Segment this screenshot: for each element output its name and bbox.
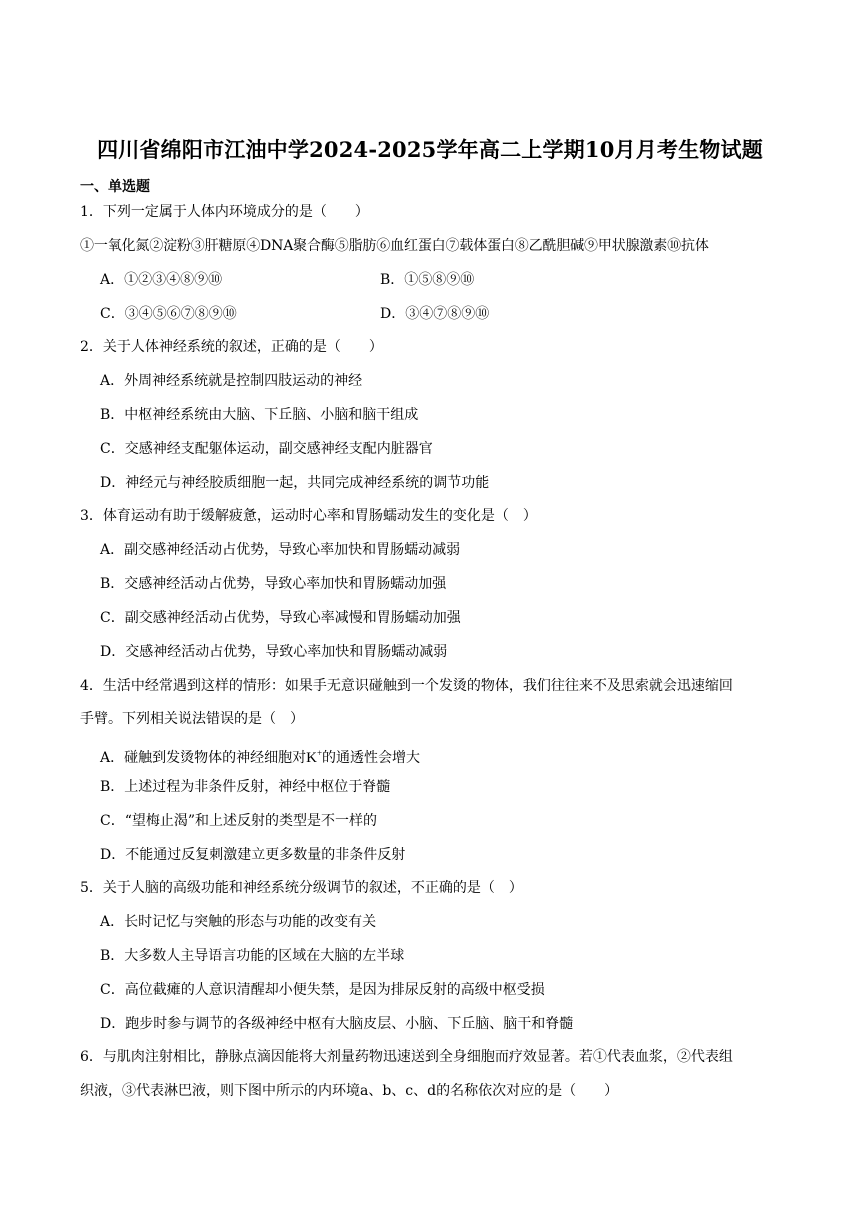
ion-charge: + bbox=[316, 748, 323, 758]
question-4-stem-line-1: 4．生活中经常遇到这样的情形：如果手无意识碰触到一个发烫的物体，我们往往来不及思索就会迅速缩回 bbox=[80, 678, 733, 694]
question-1-stem: 1．下列一定属于人体内环境成分的是（ ） bbox=[80, 204, 369, 220]
question-1-list: ①一氧化氮②淀粉③肝糖原④DNA聚合酶⑤脂肪⑥血红蛋白⑦载体蛋白⑧乙酰胆碱⑨甲状腺激素⑩抗体 bbox=[80, 238, 709, 254]
question-1-option-b: B．①⑤⑧⑨⑩ bbox=[380, 272, 475, 288]
question-5-stem: 5．关于人脑的高级功能和神经系统分级调节的叙述，不正确的是（ ） bbox=[80, 880, 523, 896]
question-4-option-a bbox=[100, 743, 420, 768]
question-2-option-b: B．中枢神经系统由大脑、下丘脑、小脑和脑干组成 bbox=[100, 407, 419, 423]
question-4-option-b: B．上述过程为非条件反射，神经中枢位于脊髓 bbox=[100, 779, 391, 795]
question-6-stem-line-2: 织液，③代表淋巴液，则下图中所示的内环境a、b、c、d的名称依次对应的是（ ） bbox=[80, 1083, 619, 1099]
question-4-option-d: D．不能通过反复刺激建立更多数量的非条件反射 bbox=[100, 847, 406, 863]
question-1-option-d: D．③④⑦⑧⑨⑩ bbox=[380, 306, 490, 322]
question-4-stem-line-2: 手臂。下列相关说法错误的是（ ） bbox=[80, 711, 304, 727]
question-3-option-d: D．交感神经活动占优势，导致心率加快和胃肠蠕动减弱 bbox=[100, 644, 448, 660]
question-5-option-a: A．长时记忆与突触的形态与功能的改变有关 bbox=[100, 914, 377, 930]
question-5-option-c: C．高位截瘫的人意识清醒却小便失禁，是因为排尿反射的高级中枢受损 bbox=[100, 982, 545, 998]
question-1-option-c: C．③④⑤⑥⑦⑧⑨⑩ bbox=[100, 306, 237, 322]
page-title: 四川省绵阳市江油中学2024-2025学年高二上学期10月月考生物试题 bbox=[97, 137, 763, 162]
question-4-option-a-text-start: A．碰触到发烫物体的神经细胞对 bbox=[100, 750, 307, 766]
question-4-option-c: C．“望梅止渴”和上述反射的类型是不一样的 bbox=[100, 813, 378, 829]
question-2-stem: 2．关于人体神经系统的叙述，正确的是（ ） bbox=[80, 339, 383, 355]
question-6-stem-line-1: 6．与肌肉注射相比，静脉点滴因能将大剂量药物迅速送到全身细胞而疗效显著。若①代表血浆，②代表组 bbox=[80, 1049, 733, 1065]
question-5-option-b: B．大多数人主导语言功能的区域在大脑的左半球 bbox=[100, 948, 405, 964]
question-3-stem: 3．体育运动有助于缓解疲惫，运动时心率和胃肠蠕动发生的变化是（ ） bbox=[80, 508, 537, 524]
potassium-ion-symbol: K+ bbox=[306, 748, 323, 766]
question-3-option-b: B．交感神经活动占优势，导致心率加快和胃肠蠕动加强 bbox=[100, 576, 447, 592]
question-3-option-c: C．副交感神经活动占优势，导致心率减慢和胃肠蠕动加强 bbox=[100, 610, 461, 626]
question-5-option-d: D．跑步时参与调节的各级神经中枢有大脑皮层、小脑、下丘脑、脑干和脊髓 bbox=[100, 1016, 574, 1032]
question-2-option-d: D．神经元与神经胶质细胞一起，共同完成神经系统的调节功能 bbox=[100, 475, 490, 491]
question-1-option-a: A．①②③④⑧⑨⑩ bbox=[100, 272, 223, 288]
section-heading: 一、单选题 bbox=[80, 179, 150, 195]
question-3-option-a: A．副交感神经活动占优势，导致心率加快和胃肠蠕动减弱 bbox=[100, 542, 461, 558]
question-4-option-a-text-end: 的通透性会增大 bbox=[322, 750, 421, 766]
question-2-option-c: C．交感神经支配躯体运动，副交感神经支配内脏器官 bbox=[100, 441, 433, 457]
question-2-option-a: A．外周神经系统就是控制四肢运动的神经 bbox=[100, 373, 363, 389]
